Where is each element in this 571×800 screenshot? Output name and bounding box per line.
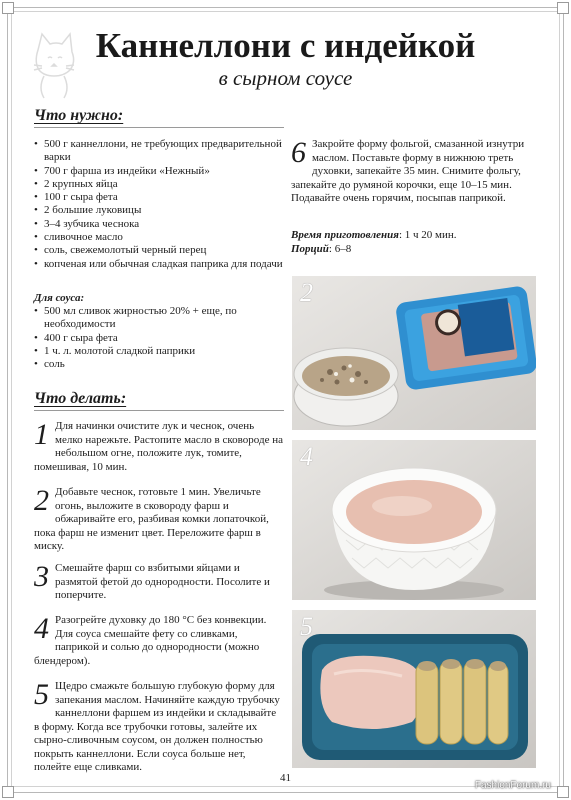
step-number: 1 [34, 418, 49, 451]
step-text: Щедро смажьте большую глубокую форму для запекания маслом. Начиняйте каждую трубочку каннеллони фаршем из индейки и складывайте в форму. Когда все трубочки готовы, залейте их сырно-сливочным соусом, он должен полностью покрыть каннеллони. Если соуса больше нет, полейте еще сливками. [34, 680, 280, 773]
photo-number: 5 [300, 612, 313, 641]
cooking-time-value: : 1 ч 20 мин. [398, 229, 457, 241]
photo-filling-bowl [292, 276, 536, 430]
page-title: Каннеллони с индейкой [95, 26, 476, 65]
frame-corner [557, 2, 569, 14]
list-item: • 2 большие луковицы [34, 204, 284, 217]
photo-step-5 [292, 610, 536, 768]
watermark: FashionForum.ru [474, 780, 551, 791]
step-number: 5 [34, 678, 49, 711]
step-4 [34, 614, 284, 668]
step-text: Закройте форму фольгой, смазанной изнутри маслом. Поставьте форму в нижнюю треть духовки, запекайте 35 мин. Снимите фольгу, запекайте до румяной корочки, еще 10–15 мин. Подавайте очень горячим, посыпав паприкой. [291, 138, 525, 204]
list-item: • 500 г каннеллони, не требующих предварительной варки [34, 138, 284, 165]
step-number: 3 [34, 560, 49, 593]
frame-corner [2, 2, 14, 14]
step-6 [291, 138, 531, 206]
portions-value: : 6–8 [328, 243, 352, 255]
photo-step-2 [292, 276, 536, 430]
page-subtitle: в сырном соусе [218, 66, 353, 90]
photo-number: 2 [300, 278, 313, 307]
portions-label: Порций [291, 243, 329, 255]
list-item: • 700 г фарша из индейки «Нежный» [34, 165, 284, 178]
section-divider [34, 410, 284, 411]
ingredients-list [34, 138, 284, 271]
step-text: Смешайте фарш со взбитыми яйцами и размятой фетой до однородности. Посолите и поперчите. [55, 562, 270, 601]
sauce-list [34, 305, 284, 371]
step-2 [34, 486, 284, 554]
portions [291, 243, 351, 255]
step-number: 4 [34, 612, 49, 645]
sauce-heading: Для соуса: [34, 292, 85, 304]
step-5 [34, 680, 284, 775]
frame-corner [557, 786, 569, 798]
steps-heading: Что делать: [34, 390, 127, 407]
page-number: 41 [280, 772, 291, 784]
list-item: • сливочное масло [34, 231, 284, 244]
photo-number: 4 [300, 442, 313, 471]
photo-step-4 [292, 440, 536, 600]
frame-corner [2, 786, 14, 798]
list-item: • 1 ч. л. молотой сладкой паприки [34, 345, 284, 358]
list-item: • соль [34, 358, 284, 371]
photo-sauce-bowl [292, 440, 536, 600]
step-text: Добавьте чеснок, готовьте 1 мин. Увеличьте огонь, выложите в сковороду фарш и обжаривайте его, разбивая комки лопаточкой, пока фарш не изменит цвет. Переложите фарш в миску. [34, 486, 269, 552]
step-1 [34, 420, 284, 474]
step-text: Для начинки очистите лук и чеснок, очень мелко нарежьте. Растопите масло в сковороде на небольшом огне, положите лук, томите, помешивая, 10 мин. [34, 420, 283, 473]
cooking-time-label: Время приготовления [291, 229, 399, 241]
list-item: • соль, свежемолотый черный перец [34, 244, 284, 257]
list-item: • копченая или обычная сладкая паприка для подачи [34, 258, 284, 271]
list-item: • 400 г сыра фета [34, 332, 284, 345]
step-number: 2 [34, 484, 49, 517]
list-item: • 2 крупных яйца [34, 178, 284, 191]
list-item: • 100 г сыра фета [34, 191, 284, 204]
section-divider [34, 127, 284, 128]
step-text: Разогрейте духовку до 180 °С без конвекции. Для соуса смешайте фету со сливками, паприкой и солью до однородности (можно блендером). [34, 614, 267, 667]
step-3 [34, 562, 284, 603]
list-item: • 500 мл сливок жирностью 20% + еще, по необходимости [34, 305, 284, 332]
list-item: • 3–4 зубчика чеснока [34, 218, 284, 231]
photo-baking-dish [292, 610, 536, 768]
cooking-time [291, 229, 457, 241]
step-number: 6 [291, 136, 306, 169]
ingredients-heading: Что нужно: [34, 107, 124, 124]
